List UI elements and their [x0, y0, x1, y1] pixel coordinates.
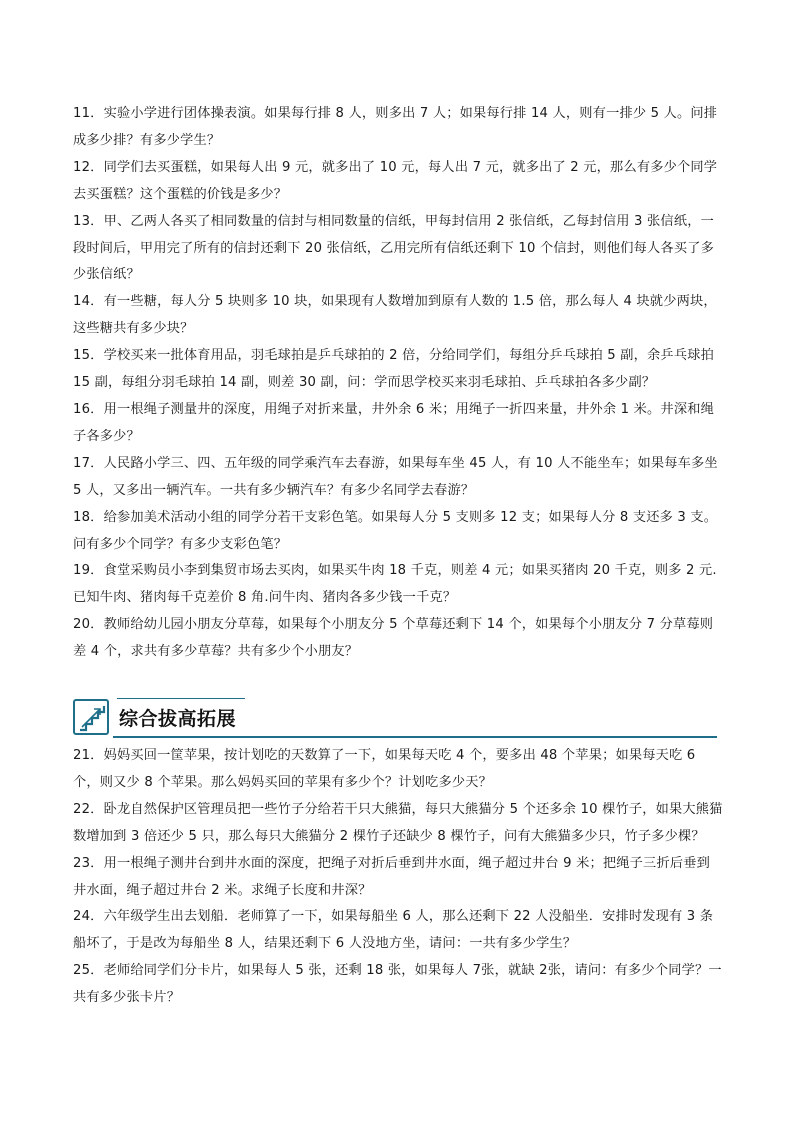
problem-18: 18．给参加美术活动小组的同学分若干支彩色笔。如果每人分 5 支则多 12 支；如果每人分 8 支还多 3 支。问有多少个同学？有多少支彩色笔？: [73, 509, 718, 552]
problem-25: 25．老师给同学们分卡片，如果每人 5 张，还剩 18 张，如果每人 7张，就缺 2张，请问：有多少个同学？一共有多少张卡片？: [73, 963, 722, 1006]
section-underline: [113, 736, 717, 738]
problem-14: 14．有一些糖，每人分 5 块则多 10 块，如果现有人数增加到原有人数的 1.5 倍，那么每人 4 块就少两块，这些糖共有多少块？: [73, 294, 717, 337]
problem-11: 11．实验小学进行团体操表演。如果每行排 8 人，则多出 7 人；如果每行排 14 人，则有一排少 5 人。问排成多少排？有多少学生？: [73, 106, 718, 148]
problem-24: 24．六年级学生出去划船．老师算了一下，如果每船坐 6 人，那么还剩下 22 人没船坐．安排时发现有 3 条船坏了，于是改为每船坐 8 人，结果还剩下 6 人没地方坐，请问：一共有多少学生？: [73, 909, 714, 952]
problem-list-basic: [73, 101, 723, 666]
problem-19: 19．食堂采购员小李到集贸市场去买肉，如果买牛肉 18 千克，则差 4 元；如果买猪肉 20 千克，则多 2 元.已知牛肉、猪肉每千克差价 8 角.问牛肉、猪肉各多少钱一千克？: [73, 563, 717, 606]
problem-16: 16．用一根绳子测量井的深度，用绳子对折来量，井外余 6 米；用绳子一折四来量，井外余 1 米。井深和绳子各多少？: [73, 401, 714, 444]
section-top-rule: [117, 698, 245, 699]
section-title: 综合拔高拓展: [119, 708, 237, 730]
problem-12: 12．同学们去买蛋糕，如果每人出 9 元，就多出了 10 元，每人出 7 元，就多出了 2 元，那么有多少个同学去买蛋糕？这个蛋糕的价钱是多少？: [73, 159, 718, 202]
problem-23: 23．用一根绳子测井台到井水面的深度，把绳子对折后垂到井水面，绳子超过井台 9 米；把绳子三折后垂到井水面，绳子超过井台 2 米。求绳子长度和井深？: [73, 855, 710, 898]
problem-15: 15．学校买来一批体育用品，羽毛球拍是乒乓球拍的 2 倍，分给同学们，每组分乒乓球拍 5 副，余乒乓球拍 15 副，每组分羽毛球拍 14 副，则差 30 副，问：学而思学校买来羽毛球拍、乒乓球拍各多少副？: [73, 348, 714, 391]
problem-13: 13．甲、乙两人各买了相同数量的信封与相同数量的信纸，甲每封信用 2 张信纸，乙每封信用 3 张信纸，一段时间后，甲用完了所有的信封还剩下 20 张信纸，乙用完所有信纸还剩下 10 个信封，则他们每人各买了多少张信纸？: [73, 213, 714, 283]
problem-20: 20．教师给幼儿园小朋友分草莓，如果每个小朋友分 5 个草莓还剩下 14 个，如果每个小朋友分 7 分草莓则差 4 个，求共有多少草莓？共有多少个小朋友？: [73, 617, 714, 660]
stairs-icon: [73, 699, 109, 735]
problem-22: 22．卧龙自然保护区管理员把一些竹子分给若干只大熊猫，每只大熊猫分 5 个还多余 10 棵竹子，如果大熊猫数增加到 3 倍还少 5 只，那么每只大熊猫分 2 棵竹子还缺少 8 棵竹子，问有大熊猫多少只，竹子多少棵？: [73, 801, 723, 844]
problem-17: 17．人民路小学三、四、五年级的同学乘汽车去春游，如果每车坐 45 人，有 10 人不能坐车；如果每车多坐 5 人，又多出一辆汽车。一共有多少辆汽车？有多少名同学去春游？: [73, 455, 718, 498]
section-header-advanced: [73, 697, 723, 741]
problem-list-advanced: [73, 743, 723, 1012]
problem-21: 21．妈妈买回一筐苹果，按计划吃的天数算了一下，如果每天吃 4 个，要多出 48 个苹果；如果每天吃 6 个，则又少 8 个苹果。那么妈妈买回的苹果有多少个？计划吃多少天？: [73, 748, 696, 790]
